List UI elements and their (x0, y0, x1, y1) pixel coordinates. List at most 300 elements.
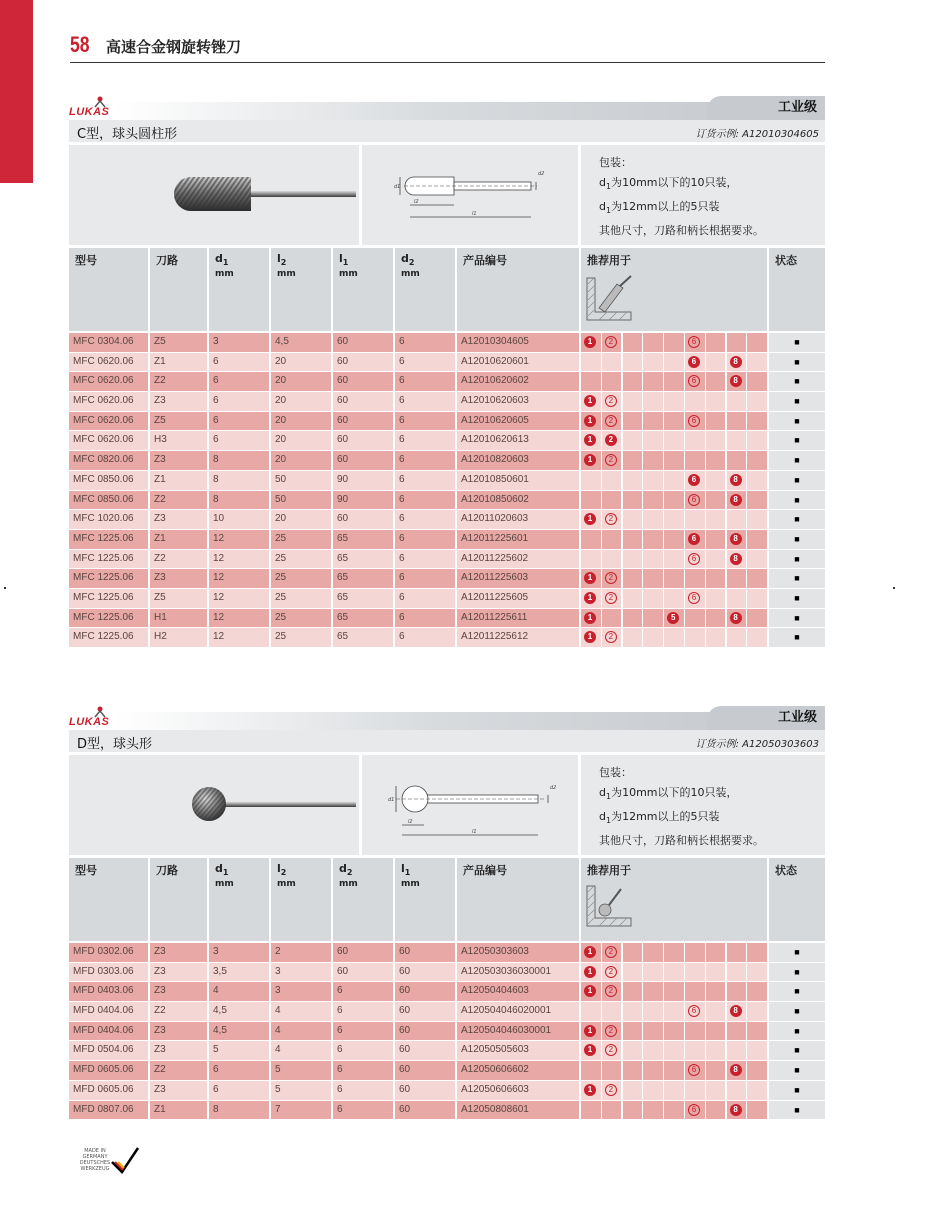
recommend-cell (643, 530, 663, 549)
recommend-marker-8: 8 (730, 474, 742, 486)
recommend-marker-2: 2 (605, 415, 617, 427)
recommend-cell (581, 550, 601, 569)
cell-model: MFC 1020.06 (69, 510, 148, 529)
cell-code: A12050606602 (457, 1061, 579, 1080)
table-row (69, 550, 825, 570)
cell-model: MFD 0303.06 (69, 963, 148, 982)
cell-c4: 65 (333, 569, 393, 588)
recommend-cell (747, 1081, 767, 1100)
cell-code: A12010304605 (457, 333, 579, 352)
cell-status: ■ (769, 471, 825, 490)
packaging-line2: 为12mm以上的5只装 (611, 200, 720, 214)
cell-cut: H2 (150, 628, 207, 647)
cell-cut: Z1 (150, 1101, 207, 1120)
recommend-marker-2: 2 (605, 592, 617, 604)
recommend-marker-8: 8 (730, 1064, 742, 1076)
cell-cut: Z3 (150, 392, 207, 411)
cell-status: ■ (769, 353, 825, 372)
header-model: 型号 (69, 858, 148, 941)
cell-c5: 60 (395, 1061, 455, 1080)
recommend-cell (727, 451, 747, 470)
table-row (69, 609, 825, 629)
recommend-cell (643, 1041, 663, 1060)
recommend-cell (727, 943, 747, 962)
recommend-marker-1: 1 (584, 966, 596, 978)
recommend-cell (727, 372, 747, 391)
lukas-logo-text: LUKAS (69, 716, 110, 728)
table-row (69, 1081, 825, 1101)
cell-code: A12050505603 (457, 1041, 579, 1060)
table-body (69, 333, 825, 648)
recommend-cell (602, 372, 622, 391)
cell-model: MFC 1225.06 (69, 530, 148, 549)
header-cut: 刀路 (150, 248, 207, 331)
recommend-cell (685, 1101, 705, 1120)
cell-cut: Z2 (150, 491, 207, 510)
cell-cut: H3 (150, 431, 207, 450)
cell-c4: 60 (333, 963, 393, 982)
product-photo (69, 755, 359, 855)
cell-c5: 6 (395, 530, 455, 549)
recommend-cell (747, 943, 767, 962)
cell-c5: 6 (395, 471, 455, 490)
recommend-marker-1: 1 (584, 513, 596, 525)
lukas-logo-text: LUKAS (69, 106, 110, 118)
recommend-marker-8: 8 (730, 494, 742, 506)
cell-c3: 3 (271, 963, 331, 982)
recommend-marker-1: 1 (584, 415, 596, 427)
table-row (69, 451, 825, 471)
cell-c4: 60 (333, 431, 393, 450)
recommend-cell (747, 431, 767, 450)
cell-c5: 6 (395, 510, 455, 529)
recommend-cell (706, 982, 726, 1001)
cell-c4: 90 (333, 491, 393, 510)
recommend-marker-8: 8 (730, 1005, 742, 1017)
cell-d1: 8 (209, 491, 269, 510)
cell-d1: 12 (209, 589, 269, 608)
cell-status: ■ (769, 333, 825, 352)
recommend-cell (706, 333, 726, 352)
cell-c3: 20 (271, 412, 331, 431)
table-row (69, 569, 825, 589)
recommend-cell (623, 333, 643, 352)
cell-code: A12010850601 (457, 471, 579, 490)
cell-status: ■ (769, 1061, 825, 1080)
cell-cut: Z3 (150, 451, 207, 470)
cell-c4: 60 (333, 412, 393, 431)
recommend-cell (685, 510, 705, 529)
recommend-cell (623, 372, 643, 391)
page-number: 58 (70, 32, 90, 57)
cell-status: ■ (769, 628, 825, 647)
recommend-cell (727, 431, 747, 450)
table-row (69, 1002, 825, 1022)
recommend-cell (581, 353, 601, 372)
recommend-marker-2: 2 (605, 985, 617, 997)
recommend-cell (685, 491, 705, 510)
recommend-cell (706, 628, 726, 647)
recommend-cell (747, 1041, 767, 1060)
recommend-cell (706, 963, 726, 982)
recommend-cell (643, 431, 663, 450)
packaging-d-symbol: d (599, 786, 606, 799)
cell-status: ■ (769, 550, 825, 569)
cell-cut: Z1 (150, 471, 207, 490)
recommend-cell (602, 1101, 622, 1120)
section-c-type (69, 96, 825, 648)
recommend-cell (643, 353, 663, 372)
header-col4: $d_2$ mm (333, 858, 393, 941)
table-row (69, 1041, 825, 1061)
packaging-d-sub: 1 (605, 182, 612, 192)
recommend-cell (747, 530, 767, 549)
recommend-cell (643, 963, 663, 982)
recommend-cell (643, 392, 663, 411)
cell-d1: 6 (209, 431, 269, 450)
table-row (69, 412, 825, 432)
recommend-cell (706, 431, 726, 450)
recommend-marker-1: 1 (584, 454, 596, 466)
recommend-cell (602, 963, 622, 982)
table-row (69, 491, 825, 511)
recommend-cell (602, 471, 622, 490)
cell-c4: 65 (333, 530, 393, 549)
recommend-cell (643, 451, 663, 470)
recommend-marker-8: 8 (730, 533, 742, 545)
recommend-cell (747, 982, 767, 1001)
cell-d1: 8 (209, 1101, 269, 1120)
cell-status: ■ (769, 372, 825, 391)
cell-c4: 60 (333, 943, 393, 962)
recommend-cell (623, 589, 643, 608)
recommend-cell (643, 982, 663, 1001)
recommend-cell (643, 569, 663, 588)
cell-code: A12010620613 (457, 431, 579, 450)
cell-model: MFD 0302.06 (69, 943, 148, 962)
recommend-cell (664, 982, 684, 1001)
recommend-cell (706, 412, 726, 431)
recommend-cell (623, 1041, 643, 1060)
recommend-cell (664, 491, 684, 510)
recommend-cell (581, 1022, 601, 1041)
packaging-info (581, 145, 825, 245)
recommend-marker-2: 2 (605, 1025, 617, 1037)
recommend-cell (747, 353, 767, 372)
recommend-cell (581, 412, 601, 431)
recommend-cell (706, 353, 726, 372)
recommend-cell (643, 1101, 663, 1120)
recommend-cell (664, 412, 684, 431)
cell-c4: 6 (333, 1022, 393, 1041)
recommend-marker-1: 1 (584, 572, 596, 584)
recommend-cell (664, 1101, 684, 1120)
cell-model: MFD 0605.06 (69, 1081, 148, 1100)
recommend-cell (747, 1101, 767, 1120)
cell-c3: 4 (271, 1041, 331, 1060)
cell-c3: 4,5 (271, 333, 331, 352)
recommend-cell (747, 589, 767, 608)
cell-d1: 12 (209, 550, 269, 569)
cell-c4: 65 (333, 609, 393, 628)
cell-status: ■ (769, 491, 825, 510)
recommend-cell (602, 982, 622, 1001)
header-col4: $l_1$ mm (333, 248, 393, 331)
grade-label: 工业级 (707, 706, 825, 730)
recommend-marker-6: 6 (688, 533, 700, 545)
table-row (69, 431, 825, 451)
order-example: 订货示例: A12050303603 (695, 739, 819, 750)
recommend-cell (623, 569, 643, 588)
recommend-cell (581, 471, 601, 490)
recommend-cell (643, 1061, 663, 1080)
cell-c3: 5 (271, 1061, 331, 1080)
workpiece-fillet-icon (585, 274, 635, 326)
table-row (69, 1101, 825, 1121)
cell-status: ■ (769, 530, 825, 549)
cell-code: A120503036030001 (457, 963, 579, 982)
recommend-cell (727, 1041, 747, 1060)
table-row (69, 1022, 825, 1042)
packaging-info (581, 755, 825, 855)
recommend-cell (706, 392, 726, 411)
recommend-marker-2: 2 (605, 631, 617, 643)
recommend-cell (602, 550, 622, 569)
recommend-cell (685, 451, 705, 470)
recommend-cell (602, 1041, 622, 1060)
recommend-cell (664, 530, 684, 549)
cell-c4: 65 (333, 550, 393, 569)
cell-code: A12011225605 (457, 589, 579, 608)
recommend-marker-2: 2 (605, 572, 617, 584)
cell-cut: Z5 (150, 333, 207, 352)
recommend-cell (643, 628, 663, 647)
table-row (69, 471, 825, 491)
cell-c4: 60 (333, 510, 393, 529)
recommend-cell (747, 1002, 767, 1021)
cell-c4: 60 (333, 392, 393, 411)
header-status: 状态 (769, 248, 825, 331)
recommend-marker-8: 8 (730, 356, 742, 368)
recommend-cell (747, 491, 767, 510)
cell-code: A120504046020001 (457, 1002, 579, 1021)
type-row (69, 730, 825, 752)
recommend-cell (685, 353, 705, 372)
recommend-cell (727, 1081, 747, 1100)
table-row (69, 353, 825, 373)
cell-code: A12011225612 (457, 628, 579, 647)
cell-d1: 12 (209, 609, 269, 628)
table-row (69, 392, 825, 412)
recommend-cell (664, 451, 684, 470)
recommend-marker-8: 8 (730, 1104, 742, 1116)
recommend-cell (623, 510, 643, 529)
recommend-cell (623, 471, 643, 490)
recommend-cell (581, 333, 601, 352)
recommend-cell (685, 392, 705, 411)
recommend-marker-2: 2 (605, 1084, 617, 1096)
recommend-cell (581, 589, 601, 608)
recommend-cell (623, 1081, 643, 1100)
recommend-marker-6: 6 (688, 1005, 700, 1017)
order-example: 订货示例: A12010304605 (695, 129, 819, 140)
lukas-logo (69, 96, 113, 118)
svg-text:d1: d1 (388, 797, 395, 803)
recommend-cell (664, 392, 684, 411)
recommend-cell (602, 609, 622, 628)
cell-cut: Z3 (150, 1081, 207, 1100)
recommend-cell (727, 412, 747, 431)
crop-mark-right (893, 587, 895, 589)
cell-status: ■ (769, 609, 825, 628)
recommend-marker-1: 1 (584, 1084, 596, 1096)
cell-status: ■ (769, 412, 825, 431)
type-name: C型，球头圆柱形 (77, 127, 178, 142)
recommend-cell (727, 353, 747, 372)
recommend-marker-8: 8 (730, 375, 742, 387)
cell-model: MFC 0620.06 (69, 392, 148, 411)
packaging-line3: 其他尺寸，刀路和柄长根据要求。 (599, 224, 764, 238)
cell-d1: 6 (209, 1081, 269, 1100)
cell-code: A12050606603 (457, 1081, 579, 1100)
recommend-cell (643, 510, 663, 529)
cell-c5: 6 (395, 412, 455, 431)
cell-c4: 6 (333, 1081, 393, 1100)
packaging-line1: 为10mm以下的10只装， (611, 786, 738, 799)
packaging-line2: 为12mm以上的5只装 (611, 810, 720, 824)
recommend-cell (602, 333, 622, 352)
recommend-cell (706, 569, 726, 588)
recommend-cell (581, 963, 601, 982)
cell-c3: 50 (271, 471, 331, 490)
recommend-cell (602, 1081, 622, 1100)
recommend-cell (706, 589, 726, 608)
recommend-cell (581, 982, 601, 1001)
cell-c5: 60 (395, 1022, 455, 1041)
cell-model: MFD 0403.06 (69, 982, 148, 1001)
cell-code: A12010620603 (457, 392, 579, 411)
cell-c4: 65 (333, 589, 393, 608)
cell-cut: Z1 (150, 530, 207, 549)
recommend-cell (685, 609, 705, 628)
recommend-cell (664, 1081, 684, 1100)
recommend-cell (727, 1101, 747, 1120)
cell-c3: 20 (271, 353, 331, 372)
cell-c3: 3 (271, 982, 331, 1001)
recommend-cell (727, 589, 747, 608)
recommend-cell (727, 628, 747, 647)
table-row (69, 510, 825, 530)
recommend-cell (623, 1022, 643, 1041)
svg-text:l1: l1 (472, 211, 477, 217)
recommend-cell (664, 589, 684, 608)
header-code: 产品编号 (457, 858, 579, 941)
cell-cut: Z3 (150, 963, 207, 982)
type-row (69, 120, 825, 142)
recommend-cell (706, 530, 726, 549)
recommend-cell (664, 628, 684, 647)
packaging-title: 包装： (599, 766, 632, 779)
recommend-marker-6: 6 (688, 375, 700, 387)
cell-model: MFC 1225.06 (69, 609, 148, 628)
svg-text:l2: l2 (408, 819, 413, 825)
recommend-cell (581, 1002, 601, 1021)
recommend-cell (685, 530, 705, 549)
cell-c5: 60 (395, 1002, 455, 1021)
recommend-cell (602, 431, 622, 450)
cell-d1: 8 (209, 471, 269, 490)
recommend-marker-6: 6 (688, 1064, 700, 1076)
cell-status: ■ (769, 963, 825, 982)
recommend-marker-2: 2 (605, 1044, 617, 1056)
cell-status: ■ (769, 569, 825, 588)
header-col5: $l_1$ mm (395, 858, 455, 941)
cell-c3: 25 (271, 530, 331, 549)
recommend-marker-1: 1 (584, 1044, 596, 1056)
recommend-cell (664, 333, 684, 352)
table-body (69, 943, 825, 1120)
recommend-cell (685, 1022, 705, 1041)
cell-c5: 6 (395, 589, 455, 608)
recommend-marker-1: 1 (584, 434, 596, 446)
recommend-marker-6: 6 (688, 474, 700, 486)
recommend-marker-2: 2 (605, 434, 617, 446)
recommend-cell (664, 1022, 684, 1041)
cell-d1: 4,5 (209, 1022, 269, 1041)
recommend-cell (643, 333, 663, 352)
cell-c5: 6 (395, 609, 455, 628)
table-row (69, 1061, 825, 1081)
cell-code: A12010620602 (457, 372, 579, 391)
recommend-cell (685, 1081, 705, 1100)
recommend-cell (643, 1002, 663, 1021)
recommend-cell (643, 1022, 663, 1041)
cell-c3: 25 (271, 589, 331, 608)
cell-code: A120504046030001 (457, 1022, 579, 1041)
recommend-cell (664, 569, 684, 588)
cell-c5: 60 (395, 1041, 455, 1060)
header-model: 型号 (69, 248, 148, 331)
lukas-logo (69, 706, 113, 728)
recommend-cell (602, 589, 622, 608)
header-col5: $d_2$ mm (395, 248, 455, 331)
cell-c3: 20 (271, 451, 331, 470)
cell-c3: 25 (271, 550, 331, 569)
cell-c3: 7 (271, 1101, 331, 1120)
recommend-cell (706, 1061, 726, 1080)
recommend-marker-6: 6 (688, 494, 700, 506)
recommend-cell (623, 451, 643, 470)
recommend-marker-1: 1 (584, 336, 596, 348)
header-recommended-label: 推荐用于 (587, 254, 631, 267)
recommend-cell (685, 569, 705, 588)
cell-d1: 3 (209, 333, 269, 352)
recommend-cell (643, 550, 663, 569)
recommend-cell (623, 392, 643, 411)
recommend-cell (706, 451, 726, 470)
cell-c5: 60 (395, 1101, 455, 1120)
cell-cut: H1 (150, 609, 207, 628)
recommend-cell (747, 333, 767, 352)
cell-d1: 6 (209, 1061, 269, 1080)
recommend-cell (727, 530, 747, 549)
cell-c5: 60 (395, 982, 455, 1001)
recommend-cell (685, 1002, 705, 1021)
recommend-marker-1: 1 (584, 1025, 596, 1037)
svg-text:d2: d2 (538, 171, 545, 177)
cell-cut: Z3 (150, 1041, 207, 1060)
cell-c5: 6 (395, 333, 455, 352)
